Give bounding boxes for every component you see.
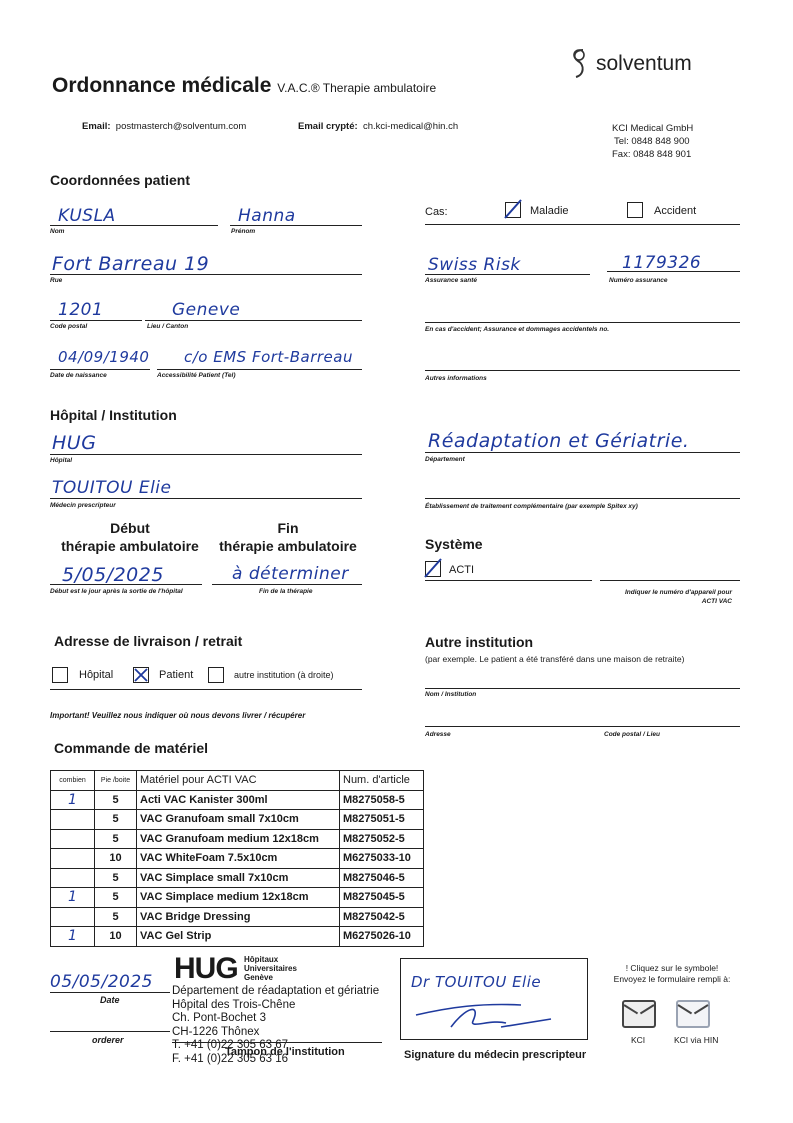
cell-name: VAC WhiteFoam 7.5x10cm — [137, 849, 340, 869]
table-row — [51, 849, 424, 869]
prenom-value: Hanna — [238, 206, 296, 226]
cell-num: M8275046-5 — [340, 868, 424, 888]
autre-institution-title: Autre institution — [425, 634, 534, 650]
kci-mail-icon[interactable] — [622, 1000, 656, 1028]
cell-qty: 1 — [51, 888, 95, 908]
commande-section-title: Commande de matériel — [54, 740, 209, 756]
cell-pcs: 5 — [95, 907, 137, 927]
cell-qty: 1 — [51, 927, 95, 947]
solventum-logo: solventum — [568, 47, 692, 81]
cell-name: Acti VAC Kanister 300ml — [137, 790, 340, 810]
fin-title: Fin thérapie ambulatoire — [219, 520, 357, 554]
table-row — [51, 927, 424, 947]
cell-pcs: 5 — [95, 829, 137, 849]
cell-pcs: 10 — [95, 927, 137, 947]
cell-num: M8275052-5 — [340, 829, 424, 849]
maladie-check-mark — [502, 198, 524, 222]
signature-name: Dr TOUITOU Elie — [411, 973, 542, 991]
livraison-section-title: Adresse de livraison / retrait — [54, 633, 243, 649]
cell-num: M6275033-10 — [340, 849, 424, 869]
table-row — [51, 829, 424, 849]
dob-value: 04/09/1940 — [58, 348, 150, 366]
page-title: Ordonnance médicale V.A.C.® Therapie ambulatoire — [52, 74, 437, 97]
cell-name: VAC Granufoam medium 12x18cm — [137, 829, 340, 849]
handwritten-signature — [411, 997, 571, 1033]
cell-name: VAC Bridge Dressing — [137, 907, 340, 927]
patient-section-title: Coordonnées patient — [50, 172, 191, 188]
table-row — [51, 790, 424, 810]
hopital-value: HUG — [52, 432, 97, 454]
signature-box — [400, 958, 588, 1040]
cell-num: M8275058-5 — [340, 790, 424, 810]
debut-title: Début thérapie ambulatoire — [61, 520, 199, 554]
kci-contact: KCI Medical GmbH Tel: 0848 848 900 Fax: 0848 848 901 — [612, 123, 694, 160]
cell-qty — [51, 810, 95, 830]
accident-checkbox[interactable] — [627, 202, 643, 218]
lieu-value: Geneve — [172, 300, 241, 320]
cp-value: 1201 — [58, 300, 104, 320]
cell-num: M8275051-5 — [340, 810, 424, 830]
email-line: Email: postmasterch@solventum.com — [82, 121, 247, 132]
cell-num: M8275042-5 — [340, 907, 424, 927]
cell-qty: 1 — [51, 790, 95, 810]
order-date: 05/05/2025 — [50, 972, 153, 992]
cas-label: Cas: — [425, 206, 448, 218]
assurance-value: Swiss Risk — [428, 255, 521, 275]
table-row — [51, 868, 424, 888]
solventum-s-icon — [568, 47, 590, 81]
cell-qty — [51, 868, 95, 888]
fin-value: à déterminer — [232, 564, 349, 584]
table-row — [51, 888, 424, 908]
livraison-hopital-checkbox[interactable] — [52, 667, 68, 683]
hopital-section-title: Hôpital / Institution — [50, 407, 177, 423]
systeme-section-title: Système — [425, 536, 483, 552]
stamp-address: Département de réadaptation et gériatrie Hôpital des Trois-Chêne Ch. Pont-Bochet 3 CH-1226 Thônex T. +41 (0)22 305 63 67 F. +41 (0)22 305 63 16 — [172, 985, 380, 1065]
cell-qty — [51, 849, 95, 869]
cell-name: VAC Gel Strip — [137, 927, 340, 947]
table-row — [51, 907, 424, 927]
cell-name: VAC Granufoam small 7x10cm — [137, 810, 340, 830]
dept-value: Réadaptation et Gériatrie. — [428, 430, 690, 452]
email-crypt-line: Email crypté: ch.kci-medical@hin.ch — [298, 121, 459, 132]
hug-logo: HUG — [174, 952, 238, 985]
livraison-autre-checkbox[interactable] — [208, 667, 224, 683]
access-value: c/o EMS Fort-Barreau — [184, 348, 353, 366]
cell-pcs: 5 — [95, 810, 137, 830]
cell-num: M6275026-10 — [340, 927, 424, 947]
acti-check-mark — [422, 557, 444, 581]
patient-check-mark — [133, 667, 149, 683]
cell-pcs: 5 — [95, 790, 137, 810]
material-table: combien Pie /boite Matériel pour ACTI VAC Num. d'article 1 5 Acti VAC Kanister 300ml M8275058-5 5 VAC Granufoam small 7x10cm M8275051-5 5 VAC Granufoam medium 12x18cm M8275052-5 10 VAC WhiteFoam 7.5x10cm M6275033-10 5 VAC Simplace small 7x10cm M8275046-5 1 5 VAC Simplace medium 12x18cm M8275045-5 5 VAC Bridge Dressing M8275042-5 1 10 VAC Gel Strip M6275026-10 — [50, 770, 424, 947]
cell-qty — [51, 829, 95, 849]
cell-pcs: 5 — [95, 888, 137, 908]
kci-hin-mail-icon[interactable] — [676, 1000, 710, 1028]
cell-name: VAC Simplace medium 12x18cm — [137, 888, 340, 908]
numero-value: 1179326 — [622, 253, 702, 273]
cell-qty — [51, 907, 95, 927]
cell-pcs: 10 — [95, 849, 137, 869]
medecin-value: TOUITOU Elie — [52, 478, 172, 498]
table-row — [51, 810, 424, 830]
rue-value: Fort Barreau 19 — [52, 253, 210, 275]
debut-value: 5/05/2025 — [62, 564, 164, 586]
cell-num: M8275045-5 — [340, 888, 424, 908]
cell-pcs: 5 — [95, 868, 137, 888]
nom-value: KUSLA — [58, 206, 116, 226]
cell-name: VAC Simplace small 7x10cm — [137, 868, 340, 888]
